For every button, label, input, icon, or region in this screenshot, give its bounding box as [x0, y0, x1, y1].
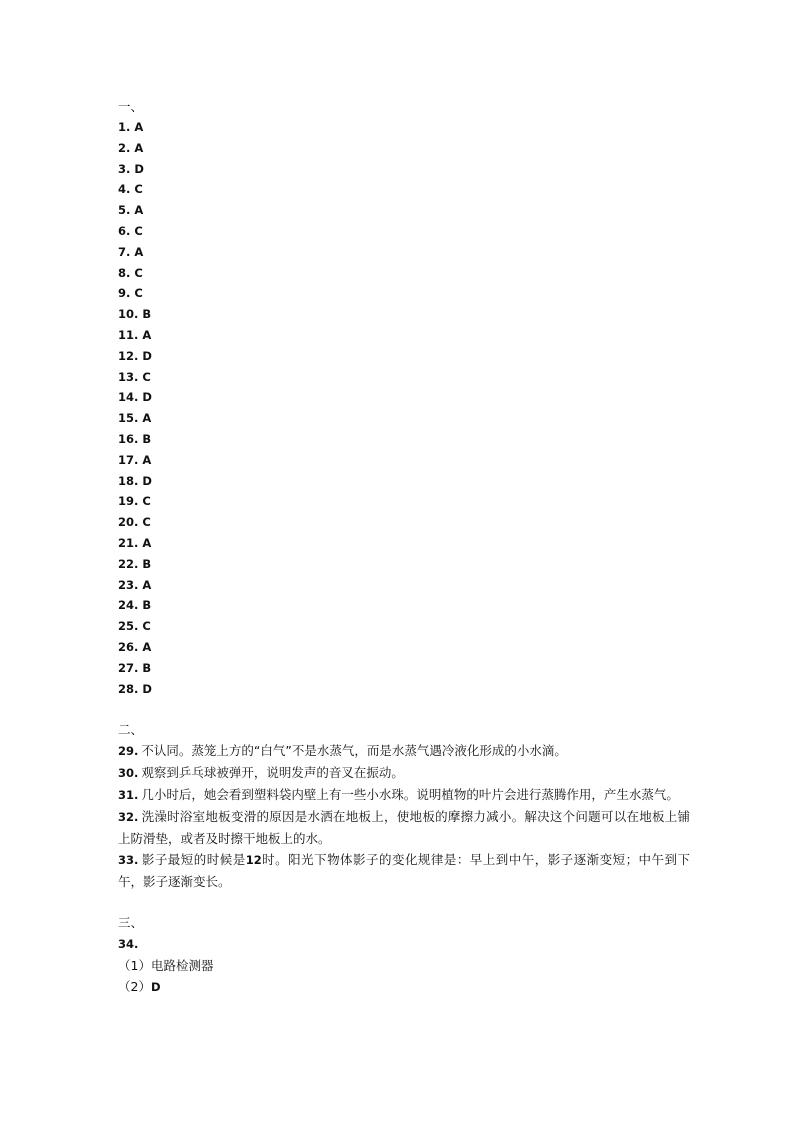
answer-choice: B — [142, 307, 152, 322]
answer-item — [118, 117, 690, 138]
question-number: 27. — [118, 660, 139, 675]
question-number: 13. — [118, 369, 139, 384]
answer-item — [118, 575, 690, 596]
answer-choice: C — [142, 369, 151, 384]
question-number: 26. — [118, 639, 139, 654]
answer-item — [118, 595, 690, 616]
answer-item — [118, 450, 690, 471]
answer-choice: C — [134, 286, 143, 301]
answer-choice: C — [134, 223, 143, 238]
answer-item — [118, 637, 690, 658]
answer-item — [118, 554, 690, 575]
answer-29 — [118, 740, 690, 762]
answer-choice: D — [142, 473, 152, 488]
answer-sheet — [118, 96, 690, 998]
answer-choice: A — [142, 535, 152, 550]
answer-32 — [118, 806, 690, 849]
answer-item — [118, 367, 690, 388]
question-number: 19. — [118, 494, 139, 509]
answer-item — [118, 179, 690, 200]
question-number: 25. — [118, 619, 139, 634]
question-number: 2. — [118, 140, 131, 155]
answer-item — [118, 533, 690, 554]
answer-item — [118, 325, 690, 346]
answer-choice: C — [142, 515, 151, 530]
answer-choice: A — [142, 452, 152, 467]
question-number: 5. — [118, 203, 131, 218]
answer-item — [118, 346, 690, 367]
answer-item — [118, 408, 690, 429]
question-number: 9. — [118, 286, 131, 301]
answer-item — [118, 429, 690, 450]
answer-choice: A — [142, 411, 152, 426]
question-number: 22. — [118, 556, 139, 571]
question-number: 24. — [118, 598, 139, 613]
section-1-heading: 一、 — [118, 99, 144, 114]
question-number: 21. — [118, 535, 139, 550]
section-1-answer-list — [118, 117, 690, 699]
answer-choice: A — [142, 327, 152, 342]
answer-choice: A — [134, 203, 144, 218]
question-number: 32. — [118, 810, 139, 825]
answer-text: 洗澡时浴室地板变滑的原因是水洒在地板上，使地板的摩擦力减小。解决这个问题可以在地板上铺上防滑垫，或者及时擦干地板上的水。 — [118, 809, 690, 847]
question-number: 4. — [118, 182, 131, 197]
answer-item — [118, 616, 690, 637]
answer-item — [118, 159, 690, 180]
question-number: 1. — [118, 120, 131, 134]
answer-item — [118, 221, 690, 242]
answer-text: 几小时后，她会看到塑料袋内壁上有一些小水珠。说明植物的叶片会进行蒸腾作用，产生水蒸气。 — [141, 787, 679, 803]
question-number: 20. — [118, 515, 139, 530]
section-gap — [118, 699, 690, 719]
answer-item — [118, 491, 690, 512]
question-34-sub-2 — [118, 976, 690, 998]
answer-choice: A — [142, 639, 152, 654]
answer-choice: D — [142, 348, 152, 363]
answer-choice: A — [142, 577, 152, 592]
answer-item — [118, 658, 690, 679]
question-number: 18. — [118, 473, 139, 488]
answer-choice: A — [134, 120, 144, 134]
question-number: 8. — [118, 265, 131, 280]
answer-item — [118, 304, 690, 325]
sub-label: （1） — [118, 958, 151, 974]
question-number: 7. — [118, 244, 131, 259]
question-number: 17. — [118, 452, 139, 467]
answer-choice: B — [142, 598, 152, 613]
answer-choice: D — [142, 681, 152, 696]
question-number: 10. — [118, 307, 139, 322]
answer-choice: D — [134, 161, 144, 176]
answer-item — [118, 242, 690, 263]
question-34-number: 34. — [118, 937, 139, 952]
answer-choice: C — [134, 182, 143, 197]
question-number: 30. — [118, 766, 139, 781]
section-3-heading: 三、 — [118, 915, 144, 931]
answer-item — [118, 512, 690, 533]
question-number: 3. — [118, 161, 131, 176]
question-number: 11. — [118, 327, 139, 342]
question-number: 28. — [118, 681, 139, 696]
question-number: 6. — [118, 223, 131, 238]
answer-choice: B — [142, 660, 152, 675]
sub-answer: 电路检测器 — [150, 958, 214, 974]
answer-item — [118, 200, 690, 221]
answer-choice: A — [134, 244, 144, 259]
answer-choice: C — [142, 494, 151, 509]
answer-choice: A — [134, 140, 144, 155]
sub-answer: D — [150, 980, 161, 995]
question-number: 33. — [118, 853, 139, 868]
answer-text-after: 时。阳光下物体影子的变化规律是：早上到中午，影子逐渐变短；中午到下午，影子逐渐变长。 — [118, 852, 690, 890]
question-number: 12. — [118, 348, 139, 363]
answer-33 — [118, 849, 690, 892]
answer-choice: B — [142, 556, 152, 571]
question-number: 29. — [118, 744, 139, 759]
section-gap — [118, 892, 690, 912]
answer-item — [118, 471, 690, 492]
answer-text: 观察到乒乓球被弹开，说明发声的音叉在振动。 — [141, 765, 404, 781]
answer-30 — [118, 762, 690, 784]
answer-item — [118, 679, 690, 700]
answer-text: 不认同。蒸笼上方的“白气”不是水蒸气，而是水蒸气遇冷液化形成的小水滴。 — [141, 743, 567, 759]
question-number: 15. — [118, 411, 139, 426]
answer-choice: B — [142, 431, 152, 446]
sub-label: （2） — [118, 979, 151, 995]
question-number: 23. — [118, 577, 139, 592]
answer-item — [118, 138, 690, 159]
question-number: 16. — [118, 431, 139, 446]
question-number: 14. — [118, 390, 139, 405]
answer-item — [118, 263, 690, 284]
section-2-heading: 二、 — [118, 722, 144, 738]
shortest-shadow-hour: 12 — [245, 853, 262, 868]
question-number: 31. — [118, 788, 139, 803]
answer-choice: C — [134, 265, 143, 280]
answer-item — [118, 387, 690, 408]
answer-item — [118, 283, 690, 304]
answer-choice: C — [142, 619, 151, 634]
answer-choice: D — [142, 390, 152, 405]
question-34-sub-1 — [118, 955, 690, 976]
answer-text-before: 影子最短的时候是 — [141, 852, 246, 868]
answer-31 — [118, 784, 690, 806]
